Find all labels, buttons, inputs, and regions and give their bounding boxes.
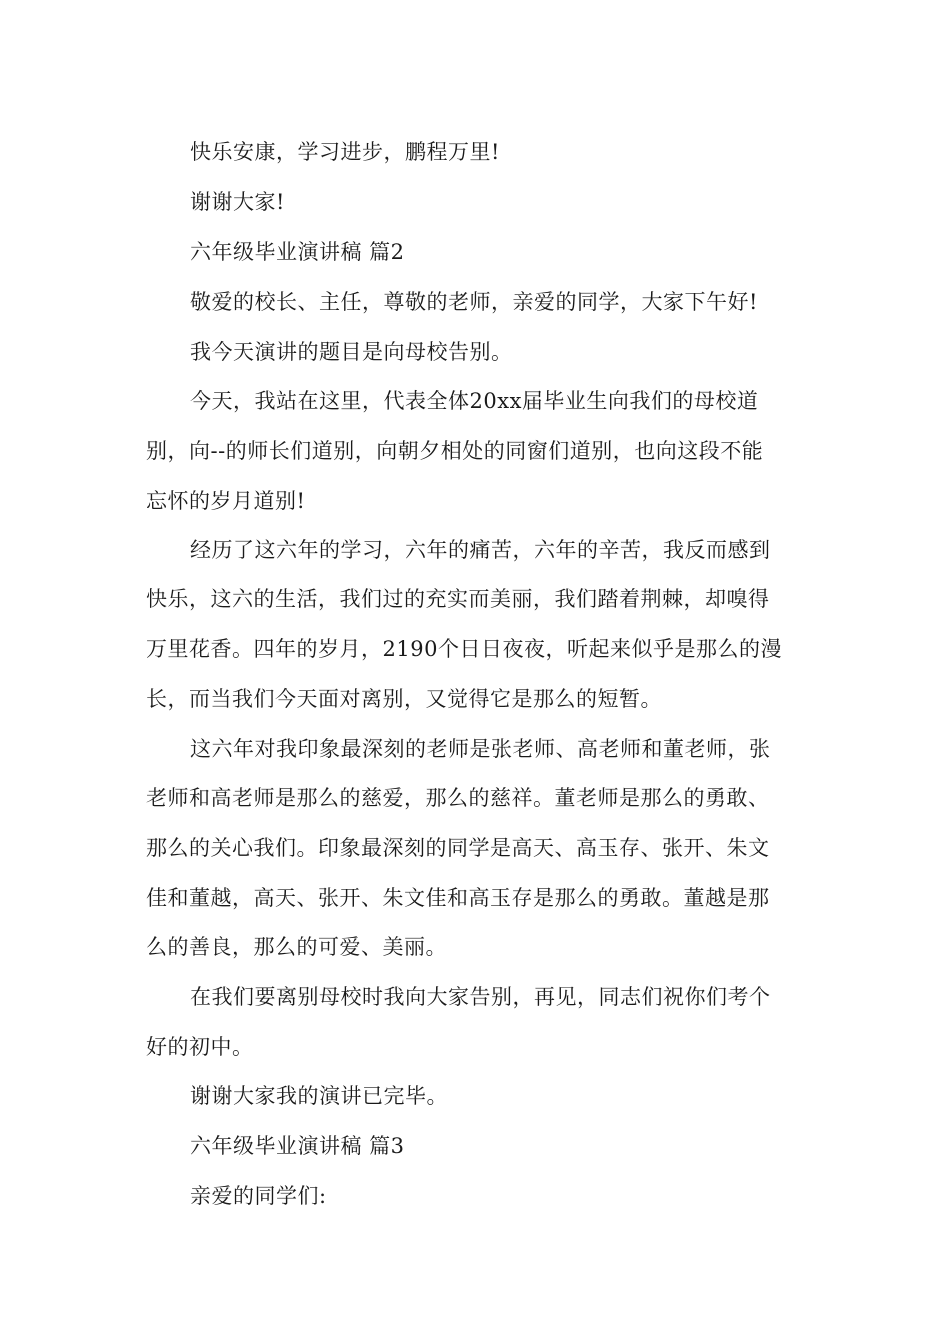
paragraph-line: 谢谢大家我的演讲已完毕。: [190, 1084, 448, 1108]
paragraph-line: 敬爱的校长、主任，尊敬的老师，亲爱的同学，大家下午好!: [190, 290, 758, 314]
section-heading: 六年级毕业演讲稿 篇2: [190, 240, 405, 264]
section-heading: 六年级毕业演讲稿 篇3: [190, 1134, 405, 1158]
paragraph-line: 今天，我站在这里，代表全体20xx届毕业生向我们的母校道: [190, 389, 759, 413]
paragraph-line: 万里花香。四年的岁月，2190个日日夜夜，听起来似乎是那么的漫: [146, 637, 782, 661]
paragraph-line: 老师和高老师是那么的慈爱，那么的慈祥。董老师是那么的勇敢、: [146, 786, 770, 810]
paragraph-line: 长，而当我们今天面对离别，又觉得它是那么的短暂。: [146, 687, 662, 711]
paragraph-line: 经历了这六年的学习，六年的痛苦，六年的辛苦，我反而感到: [190, 538, 771, 562]
paragraph-line: 好的初中。: [146, 1035, 254, 1059]
paragraph-line: 快乐安康，学习进步，鹏程万里!: [190, 140, 500, 164]
paragraph-line: 快乐，这六的生活，我们过的充实而美丽，我们踏着荆棘，却嗅得: [146, 587, 770, 611]
paragraph-line: 亲爱的同学们:: [190, 1184, 327, 1208]
paragraph-line: 么的善良，那么的可爱、美丽。: [146, 935, 447, 959]
paragraph-line: 别，向--的师长们道别，向朝夕相处的同窗们道别，也向这段不能: [146, 439, 764, 463]
paragraph-line: 忘怀的岁月道别!: [146, 489, 306, 513]
paragraph-line: 这六年对我印象最深刻的老师是张老师、高老师和董老师，张: [190, 737, 771, 761]
paragraph-line: 我今天演讲的题目是向母校告别。: [190, 340, 513, 364]
paragraph-line: 在我们要离别母校时我向大家告别，再见，同志们祝你们考个: [190, 985, 771, 1009]
paragraph-line: 那么的关心我们。印象最深刻的同学是高天、高玉存、张开、朱文: [146, 836, 770, 860]
paragraph-line: 佳和董越，高天、张开、朱文佳和高玉存是那么的勇敢。董越是那: [146, 886, 770, 910]
paragraph-line: 谢谢大家!: [190, 190, 285, 214]
